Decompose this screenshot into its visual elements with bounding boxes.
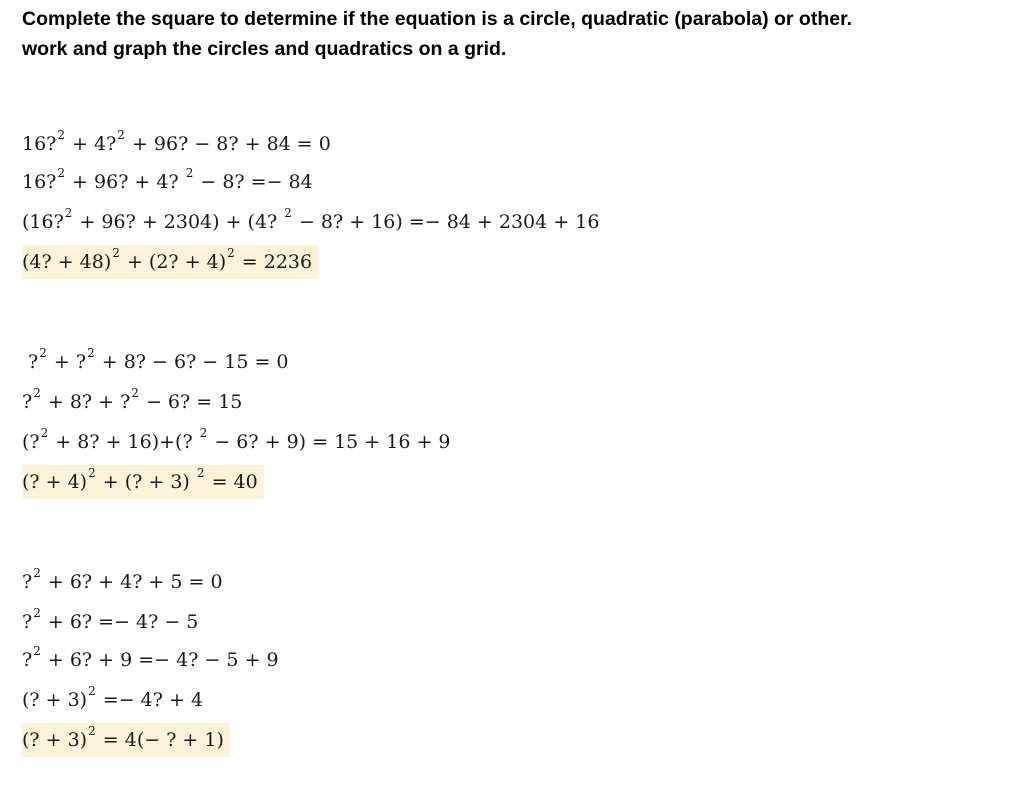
exponent: 2 <box>57 166 66 180</box>
equation-text: 16? <box>22 171 57 193</box>
equation-text: + 96? − 8? + 84 = 0 <box>125 133 331 155</box>
exponent: 2 <box>33 566 41 580</box>
exponent: 2 <box>196 466 205 480</box>
equation-text: ? <box>22 351 39 373</box>
equation-text: − 8? =− 84 <box>194 171 313 193</box>
equation-text: + 96? + 4? <box>66 171 185 193</box>
equation-text: = 40 <box>205 471 258 493</box>
exponent: 2 <box>199 426 208 440</box>
exponent: 2 <box>39 346 47 360</box>
exponent: 2 <box>88 724 96 738</box>
equation-text: + ? <box>47 351 87 373</box>
problem-heading <box>22 4 1007 64</box>
equation-text: = 2236 <box>235 251 313 273</box>
equation-text: + 96? + 2304) + (4? <box>73 211 284 233</box>
equation-line <box>22 643 279 677</box>
equation-text: (? + 3) <box>22 689 88 711</box>
equation-line <box>22 165 313 199</box>
exponent: 2 <box>227 246 235 260</box>
equation-line <box>22 127 331 161</box>
equation-text: + 8? + ? <box>41 391 131 413</box>
equation-line <box>22 345 289 379</box>
exponent: 2 <box>57 128 66 142</box>
equation-text: ? <box>22 649 33 671</box>
equation-text: (? + 4) <box>22 471 88 493</box>
equation-text: + 4? <box>66 133 117 155</box>
equation-text: + 6? + 9 =− 4? − 5 + 9 <box>41 649 279 671</box>
exponent: 2 <box>112 246 120 260</box>
exponent: 2 <box>33 606 41 620</box>
equation-text: =− 4? + 4 <box>96 689 204 711</box>
heading-line-1: Complete the square to determine if the equation is a circle, quadratic (parabola) or other. <box>22 8 853 30</box>
equation-line <box>22 425 451 459</box>
equation-line <box>22 565 223 599</box>
exponent: 2 <box>117 128 125 142</box>
exponent: 2 <box>131 386 139 400</box>
exponent: 2 <box>88 466 96 480</box>
exponent: 2 <box>284 206 292 220</box>
equation-text: + 8? − 6? − 15 = 0 <box>95 351 289 373</box>
equation-line <box>22 205 599 239</box>
exponent: 2 <box>88 684 96 698</box>
exponent: 2 <box>40 426 49 440</box>
equation-text: + 6? + 4? + 5 = 0 <box>41 571 223 593</box>
equation-text: (? <box>22 431 40 453</box>
exponent: 2 <box>33 386 41 400</box>
equation-text: ? <box>22 571 33 593</box>
equation-text: (4? + 48) <box>22 251 112 273</box>
equation-line <box>22 605 198 639</box>
equation-text: − 8? + 16) =− 84 + 2304 + 16 <box>292 211 600 233</box>
equation-text: 16? <box>22 133 57 155</box>
heading-line-2: work and graph the circles and quadratics on a grid. <box>22 38 507 60</box>
result-equation <box>22 723 230 757</box>
exponent: 2 <box>33 644 41 658</box>
equation-text: − 6? + 9) = 15 + 16 + 9 <box>208 431 451 453</box>
equation-text: ? <box>22 391 33 413</box>
equation-text: ? <box>22 611 33 633</box>
result-equation <box>22 245 318 279</box>
equation-text: = 4(− ? + 1) <box>96 729 224 751</box>
equation-text: − 6? = 15 <box>139 391 243 413</box>
exponent: 2 <box>87 346 95 360</box>
equation-line <box>22 385 242 419</box>
result-equation <box>22 465 264 499</box>
equation-text: + 6? =− 4? − 5 <box>41 611 199 633</box>
equation-text: + (? + 3) <box>96 471 196 493</box>
exponent: 2 <box>185 166 194 180</box>
equation-text: + (2? + 4) <box>120 251 227 273</box>
equation-line <box>22 683 203 717</box>
equation-text: (? + 3) <box>22 729 88 751</box>
equation-text: + 8? + 16)+(? <box>49 431 199 453</box>
exponent: 2 <box>64 206 73 220</box>
equation-text: (16? <box>22 211 64 233</box>
